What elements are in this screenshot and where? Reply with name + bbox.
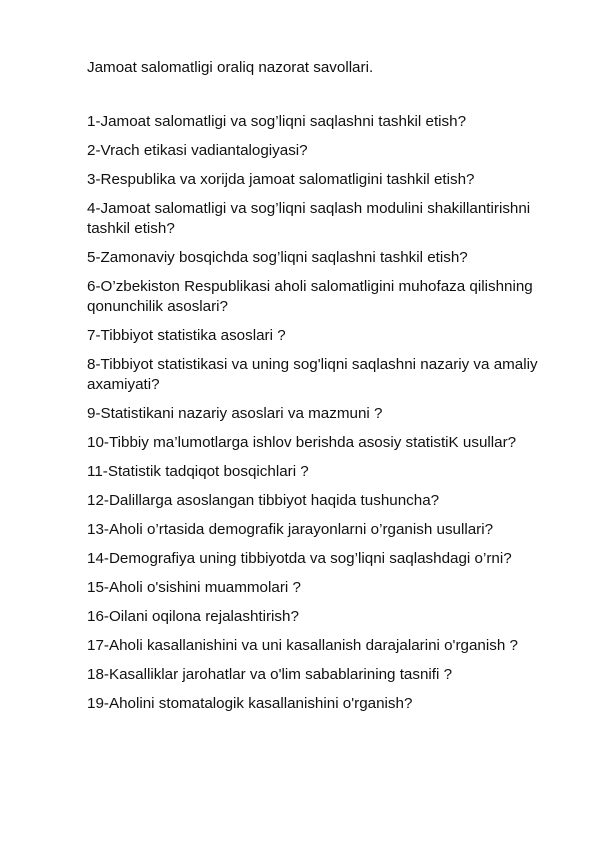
document-title: Jamoat salomatligi oraliq nazorat savollari. [87, 59, 374, 76]
question-item-13: 13-Aholi o’rtasida demografik jarayonlarni o’rganish usullari? [87, 521, 494, 538]
question-item-1: 1-Jamoat salomatligi va sog’liqni saqlashni tashkil etish? [87, 113, 467, 130]
question-item-6: 6-O’zbekiston Respublikasi aholi salomatligini muhofaza qilishning qonunchilik asoslari? [87, 278, 533, 315]
question-item-3: 3-Respublika va xorijda jamoat salomatligini tashkil etish? [87, 171, 475, 188]
question-item-14: 14-Demografiya uning tibbiyotda va sog’liqni saqlashdagi o’rni? [87, 550, 512, 567]
question-item-19: 19-Aholini stomatalogik kasallanishini o'rganish? [87, 695, 413, 712]
question-item-15: 15-Aholi o'sishini muammolari ? [87, 579, 301, 596]
question-item-2: 2-Vrach etikasi vadiantalogiyasi? [87, 142, 308, 159]
question-list [87, 112, 566, 714]
question-item-18: 18-Kasalliklar jarohatlar va o'lim sabablarining tasnifi ? [87, 666, 453, 683]
question-item-16: 16-Oilani oqilona rejalashtirish? [87, 608, 299, 625]
question-item-8: 8-Tibbiyot statistikasi va uning sog'liqni saqlashni nazariy va amaliy axamiyati? [87, 356, 538, 393]
question-item-4: 4-Jamoat salomatligi va sog’liqni saqlash modulini shakillantirishni tashkil etish? [87, 200, 531, 237]
question-item-5: 5-Zamonaviy bosqichda sog’liqni saqlashni tashkil etish? [87, 249, 468, 266]
question-item-10: 10-Tibbiy ma’lumotlarga ishlov berishda asosiy statistiK usullar? [87, 434, 517, 451]
question-item-12: 12-Dalillarga asoslangan tibbiyot haqida tushuncha? [87, 492, 440, 509]
question-item-9: 9-Statistikani nazariy asoslari va mazmuni ? [87, 405, 383, 422]
question-item-7: 7-Tibbiyot statistika asoslari ? [87, 327, 286, 344]
question-item-11: 11-Statistik tadqiqot bosqichlari ? [87, 463, 309, 480]
question-item-17: 17-Aholi kasallanishini va uni kasallanish darajalarini o'rganish ? [87, 637, 518, 654]
